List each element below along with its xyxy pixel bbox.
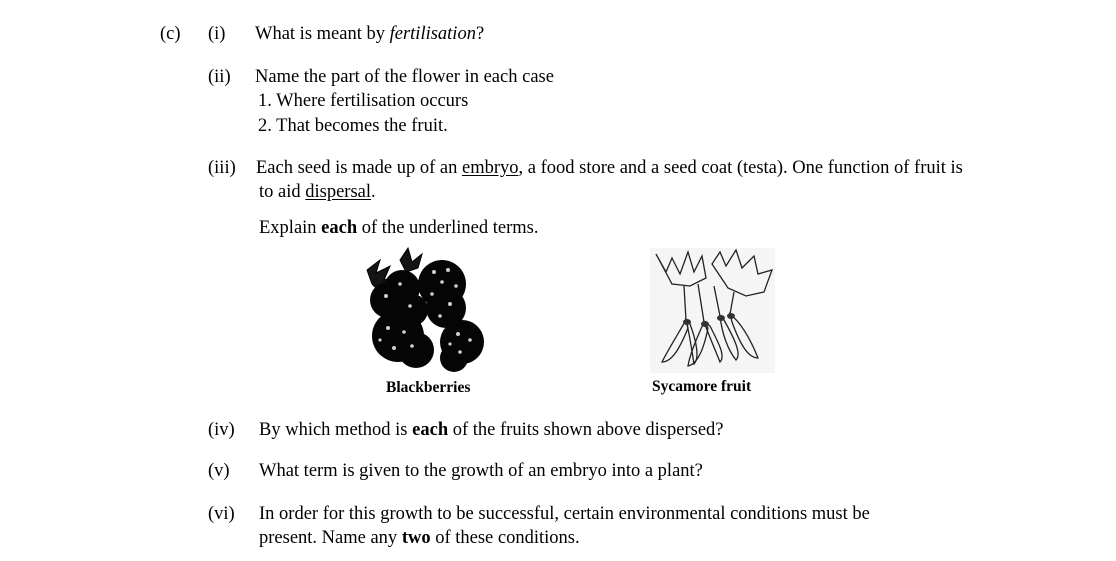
figure-caption-sycamore: Sycamore fruit xyxy=(652,378,752,395)
question-number-iii: (iii) xyxy=(208,158,236,178)
question-number-v: (v) xyxy=(208,461,230,481)
question-iv-bold: each xyxy=(412,420,449,440)
blackberries-image xyxy=(362,248,492,378)
question-ii-text: Name the part of the flower in each case xyxy=(255,67,554,87)
question-iii-line-1-a: Each seed is made up of an xyxy=(256,158,462,178)
question-vi-line-2-a: present. Name any xyxy=(259,528,402,548)
question-number-i: (i) xyxy=(208,24,226,44)
question-i-text xyxy=(255,23,484,45)
question-i-text-b: ? xyxy=(475,24,485,44)
question-number-iv: (iv) xyxy=(208,420,235,440)
question-vi-line-2 xyxy=(259,527,580,549)
question-vi-line-2-b: of these conditions. xyxy=(430,528,580,548)
question-number-vi: (vi) xyxy=(208,504,235,524)
question-i-term: fertilisation xyxy=(389,24,476,44)
instruction-bold: each xyxy=(321,218,358,238)
question-iv-text-b: of the fruits shown above dispersed? xyxy=(448,420,724,440)
underlined-term-embryo: embryo xyxy=(462,158,519,178)
question-iii-line-2 xyxy=(259,181,376,203)
underlined-term-dispersal: dispersal xyxy=(305,182,372,202)
question-iii-line-2-b: . xyxy=(371,182,376,202)
question-ii-item-2: 2. That becomes the fruit. xyxy=(258,116,448,136)
question-number-ii: (ii) xyxy=(208,67,231,87)
question-i-text-a: What is meant by xyxy=(255,24,390,44)
figure-caption-blackberries: Blackberries xyxy=(386,379,471,396)
question-vi-line-1: In order for this growth to be successful, certain environmental conditions must be xyxy=(259,504,870,524)
question-iii-line-2-a: to aid xyxy=(259,182,306,202)
question-vi-bold: two xyxy=(401,528,431,548)
question-iii-line-1 xyxy=(256,157,963,179)
instruction-text-a: Explain xyxy=(259,218,322,238)
sycamore-fruit-image xyxy=(650,248,775,373)
section-label: (c) xyxy=(160,24,181,44)
question-iv-text-a: By which method is xyxy=(259,420,413,440)
question-iii-line-1-b: , a food store and a seed coat (testa). One function of fruit is xyxy=(518,158,963,178)
question-v-text: What term is given to the growth of an embryo into a plant? xyxy=(259,461,703,481)
question-ii-item-1: 1. Where fertilisation occurs xyxy=(258,91,469,111)
question-iv-text xyxy=(259,419,724,441)
instruction-text-b: of the underlined terms. xyxy=(357,218,539,238)
question-iii-instruction xyxy=(259,217,539,239)
